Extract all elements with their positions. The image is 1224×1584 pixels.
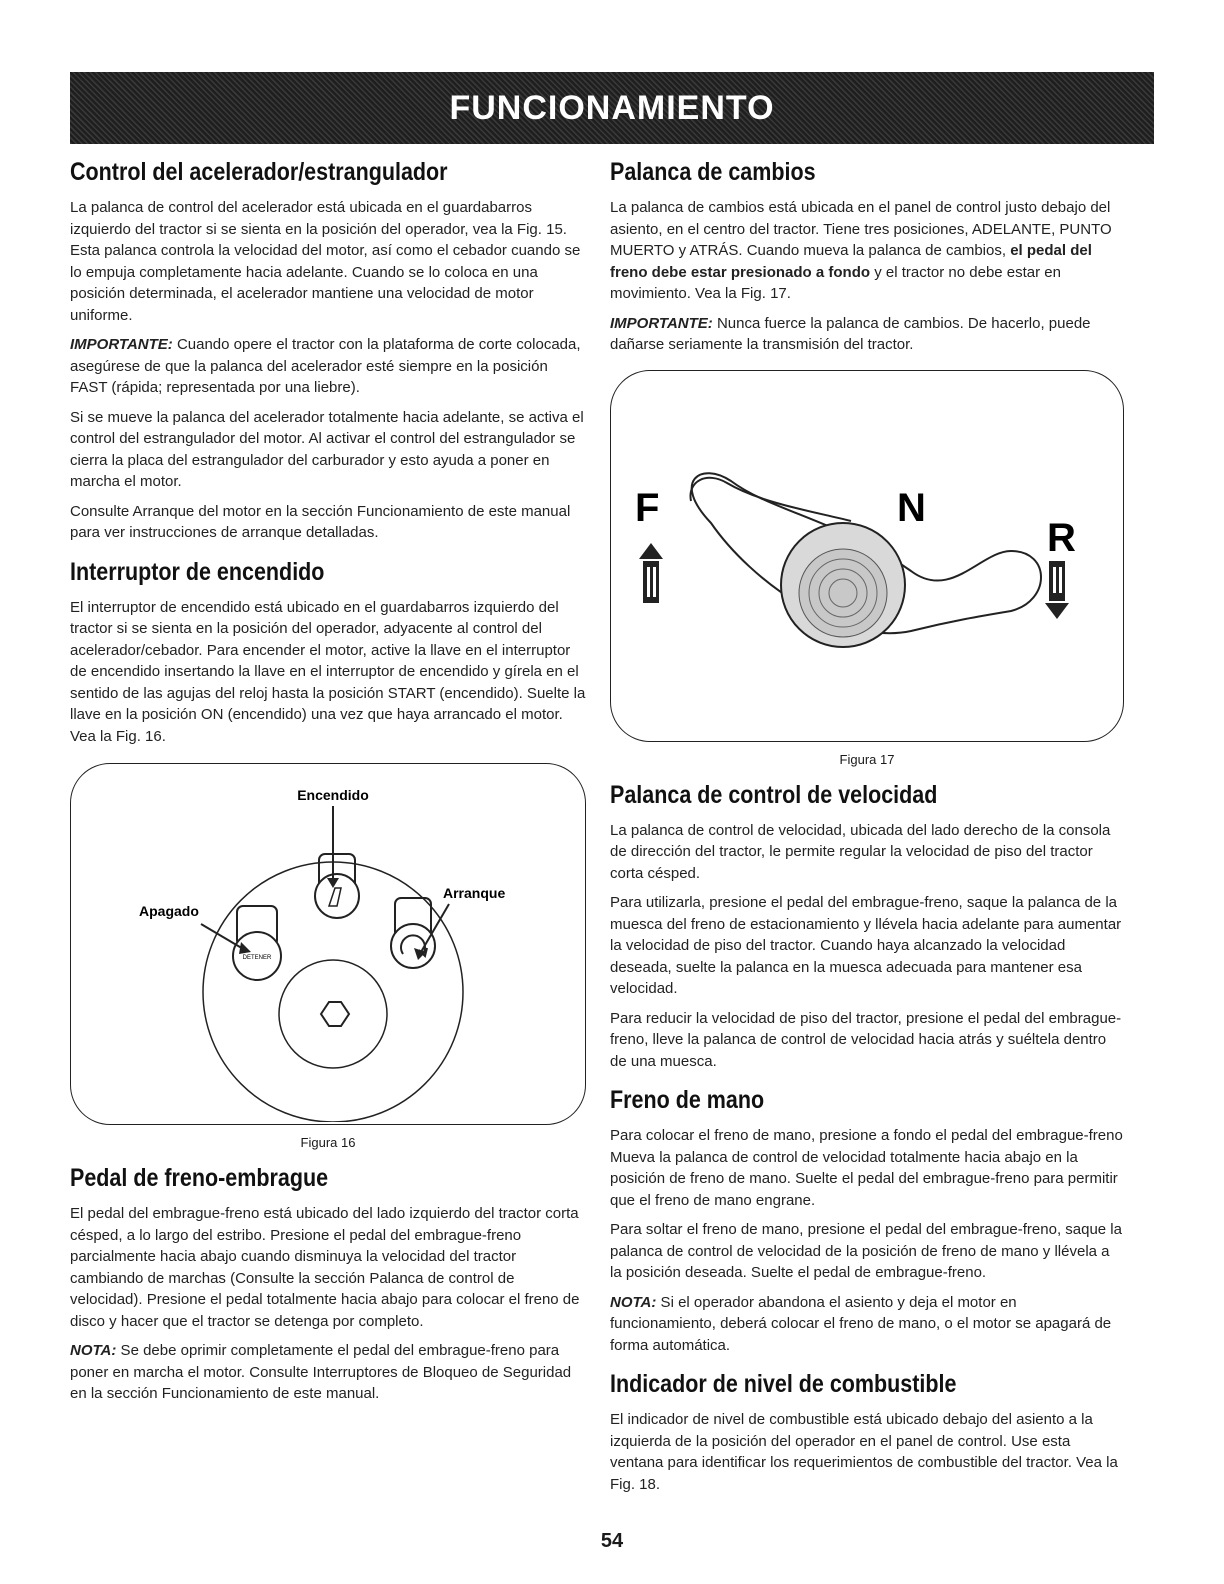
throttle-important: [70, 334, 586, 399]
ignition-switch-diagram: [71, 764, 585, 1122]
forward-arrow-icon: [639, 543, 663, 603]
throttle-heading: Control del acelerador/estrangulador: [70, 158, 448, 186]
brake-pedal-paragraph: El pedal del embrague-freno está ubicado del lado izquierdo del tractor corta césped, a lo largo del estribo. Presione el pedal del embrague-freno parcialmente hacia abajo cuando disminuya la velocidad del tractor cambiando de marchas (Consulte la sección Palanca de control de velocidad). Presione el pedal totalmente hacia abajo para colocar el freno de disco y hacer que el tractor se detenga por completo.: [70, 1205, 580, 1330]
section-banner: [70, 72, 1154, 144]
important-text: Cuando opere el tractor con la plataforma de corte colocada, asegúrese de que la palanca del acelerador esté siempre en la posición FAST (rápida; representada por una liebre).: [70, 336, 581, 396]
handbrake-note: [610, 1292, 1124, 1357]
letter-r: R: [1047, 515, 1076, 560]
ignition-heading: Interruptor de encendido: [70, 557, 325, 586]
speed-paragraph-3: Para reducir la velocidad de piso del tractor, presione el pedal del embrague-freno, lleve la palanca de control de velocidad hacia atrás y suéltela dentro de una muesca.: [610, 1009, 1122, 1070]
shift-text-bold: el pedal del freno debe estar presionado a fondo: [610, 242, 1092, 281]
fuel-paragraph: El indicador de nivel de combustible está ubicado debajo del asiento a la izquierda de la posición del operador en el panel de control. Use esta ventana para identificar los requerimientos de combustible del tractor. Vea la Fig. 18.: [610, 1411, 1118, 1493]
figure-17: [610, 370, 1124, 742]
page-number: 54: [600, 1530, 624, 1552]
label-off: Apagado: [139, 903, 199, 919]
shift-important: [610, 313, 1124, 356]
note-text: Se debe oprimir completamente el pedal del embrague-freno para poner en marcha el motor. Consulte Interruptores de Bloqueo de Seguridad en la sección Funcionamiento de este manual.: [70, 1342, 572, 1402]
fuel-heading: Indicador de nivel de combustible: [610, 1370, 957, 1398]
right-column: [610, 158, 1124, 1503]
label-on: Encendido: [297, 787, 369, 803]
shift-paragraph: [610, 197, 1124, 305]
important-label: IMPORTANTE:: [610, 314, 713, 332]
ignition-paragraph: El interruptor de encendido está ubicado en el guardabarros izquierdo del tractor si se sienta en la posición del operador, adyacente al control del acelerador/cebador. Para encender el motor, active la llave en el interruptor de encendido insertando la llave en el interruptor de encendido y gírela en el sentido de las agujas del reloj hasta la posición START (encendido). Suelte la llave en la posición ON (encendido) una vez que haya arrancado el motor. Vea la Fig. 16.: [70, 598, 586, 745]
speed-paragraph-2: Para utilizarla, presione el pedal del embrague-freno, saque la palanca de la muesca del freno de estacionamiento y llévela hacia adelante para aumentar la velocidad de piso del tractor. Cuando haya alcanzado la velocidad deseada, suelte la palanca en la muesca adecuada para mantener esa velocidad.: [610, 894, 1122, 997]
label-start: Arranque: [443, 885, 506, 901]
shift-text-a: La palanca de cambios está ubicada en el panel de control justo debajo del asiento, en el centro del tractor. Tiene tres posiciones, ADELANTE, PUNTO MUERTO y ATRÁS. Cuando mueva la palanca de cambios,: [610, 199, 1112, 259]
note-text: Si el operador abandona el asiento y deja el motor en funcionamiento, deberá colocar el freno de mano, o el motor se apagará de forma automática.: [610, 1293, 1112, 1354]
note-label: NOTA:: [610, 1293, 657, 1311]
handbrake-paragraph-1: Para colocar el freno de mano, presione a fondo el pedal del embrague-freno Mueva la palanca de control de velocidad totalmente hacia abajo en la posición de freno de mano. Suelte el pedal del embrague-freno para permitir que el freno de mano engrane.: [610, 1127, 1123, 1209]
throttle-paragraph-1: La palanca de control del acelerador está ubicada en el guardabarros izquierdo del tractor si se sienta en la posición del operador, vea la Fig. 15. Esta palanca controla la velocidad del motor, así como el cebador cuando se lo empuja completamente hacia adelante. Cuando se lo coloca en una posición determinada, el acelerador mantiene una velocidad de motor uniforme.: [70, 199, 581, 324]
speed-paragraph-1: La palanca de control de velocidad, ubicada del lado derecho de la consola de dirección del tractor, le permite regular la velocidad de piso del tractor corta césped.: [610, 821, 1111, 882]
shift-lever-diagram: [611, 371, 1123, 739]
letter-n: N: [897, 485, 926, 530]
brake-pedal-heading: Pedal de freno-embrague: [70, 1164, 329, 1192]
handbrake-paragraph-2: Para soltar el freno de mano, presione el pedal del embrague-freno, saque la palanca de control de velocidad de la posición de freno de mano y llévela a la posición deseada. Suelte el pedal de embrague-freno.: [610, 1221, 1122, 1281]
note-label: NOTA:: [70, 1342, 117, 1359]
figure-16-caption: Figura 16: [300, 1135, 356, 1150]
important-text: Nunca fuerce la palanca de cambios. De hacerlo, puede dañarse seriamente la transmisión del tractor.: [610, 314, 1091, 353]
section-title: FUNCIONAMIENTO: [449, 88, 775, 127]
throttle-paragraph-3: Si se mueve la palanca del acelerador totalmente hacia adelante, se activa el control del estrangulador del motor. Al activar el control del estrangulador se cierra la placa del estrangulador del carburador y esto ayuda a poner en marcha el motor.: [70, 408, 584, 490]
figure-16: [70, 763, 586, 1125]
start-position-icon: [391, 898, 435, 968]
off-position-icon: [233, 906, 281, 980]
important-label: IMPORTANTE:: [70, 336, 173, 353]
off-switch-text: DETENER: [242, 955, 272, 961]
shift-heading: Palanca de cambios: [610, 158, 816, 186]
key-slot-icon: [321, 1002, 349, 1026]
throttle-paragraph-4: Consulte Arranque del motor en la sección Funcionamiento de este manual para ver instrucciones de arranque detalladas.: [70, 502, 571, 541]
shift-text-b: y el tractor no debe estar en movimiento. Vea la Fig. 17.: [610, 263, 1061, 302]
handbrake-heading: Freno de mano: [610, 1086, 765, 1114]
arrow-off: [201, 924, 245, 950]
left-column: [70, 158, 586, 1413]
figure-17-caption: Figura 17: [839, 751, 895, 767]
brake-pedal-note: [70, 1340, 586, 1405]
speed-heading: Palanca de control de velocidad: [610, 780, 938, 809]
reverse-arrow-icon: [1045, 561, 1069, 619]
letter-f: F: [635, 485, 660, 530]
key-cylinder: [279, 960, 387, 1068]
